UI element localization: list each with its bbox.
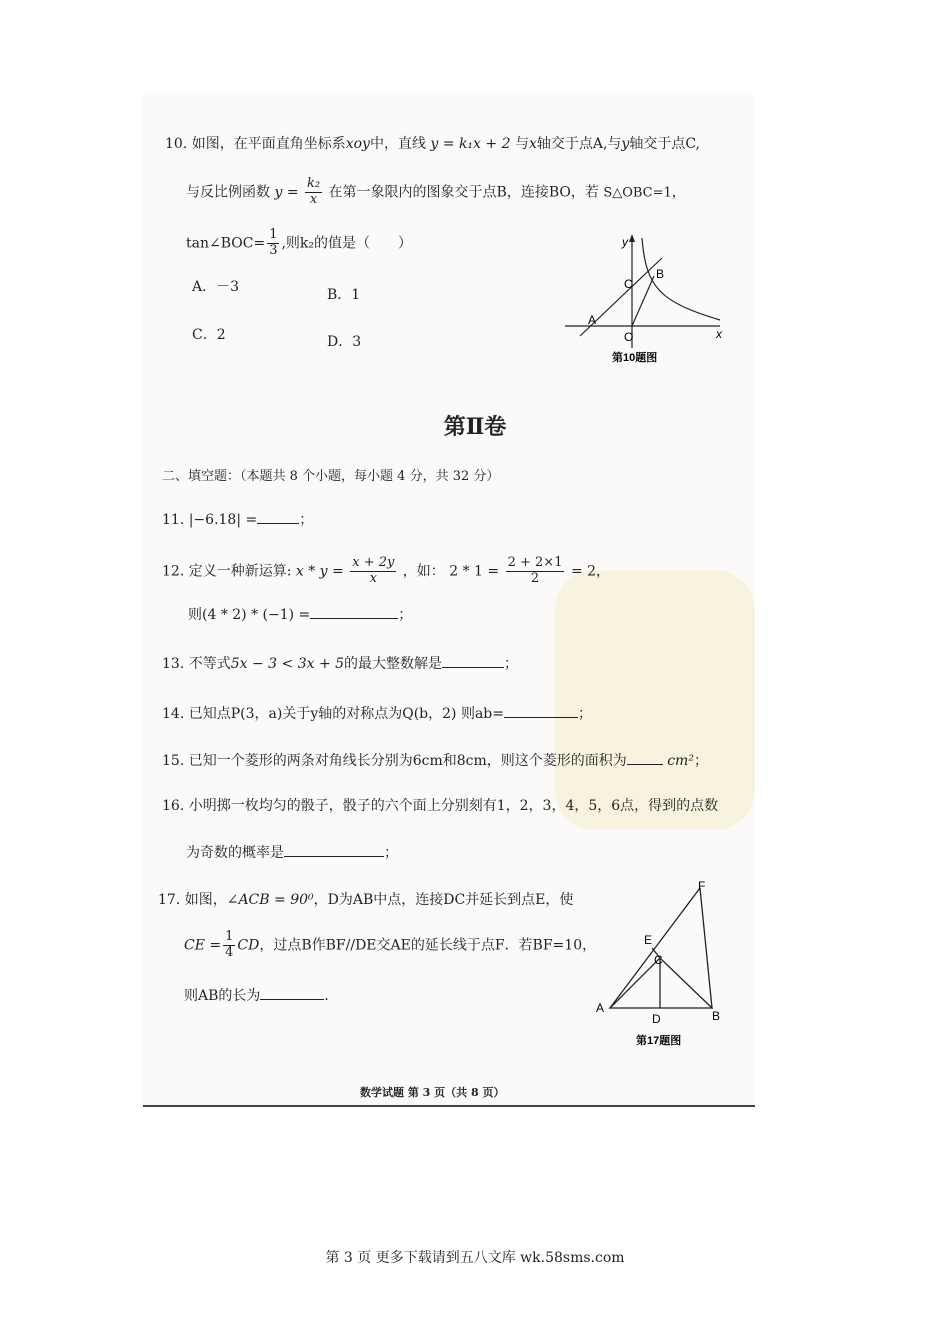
q12-line1: 12. 定义一种新运算: x * y = $\frac{x + 2y}{x}$ ，如： 2 * 1 = $\frac{2 + 2\times 1}{2}$ = 2， — [162, 555, 611, 586]
q15: 15. 已知一个菱形的两条对角线长分别为6cm和8cm，则这个菱形的面积为 cm²； — [162, 753, 708, 769]
q16-answer-blank[interactable] — [284, 844, 384, 857]
label-x: x — [716, 327, 722, 341]
label-d: D — [652, 1012, 661, 1026]
section-title: 第Ⅱ卷 — [443, 414, 507, 440]
q10-option-b: B．1 — [327, 287, 361, 303]
page-bottom-rule — [143, 1105, 755, 1107]
label-c: C — [654, 953, 663, 967]
section-header: 二、填空题：（本题共 8 个小题，每小题 4 分，共 32 分） — [162, 469, 500, 484]
label-b: B — [656, 267, 665, 281]
tan-fraction: $\frac{1}{3}$ — [269, 227, 278, 258]
label-b: B — [712, 1009, 721, 1023]
q17-figure — [590, 878, 730, 1050]
q16-line1: 16. 小明掷一枚均匀的骰子，骰子的六个面上分别刻有1，2，3，4，5，6点，得到的点数 — [162, 798, 719, 814]
q14-answer-blank[interactable] — [504, 705, 578, 718]
label-c: C — [624, 277, 633, 291]
line-af — [610, 888, 700, 1008]
q10-line2: 与反比例函数 y = $\frac{\text{k₂}}{x}$ 在第一象限内的图象交于点B，连接BO，若 S△OBC=1， — [186, 176, 686, 207]
q17-figure-caption: 第17题图 — [636, 1035, 682, 1047]
q13: 13. 不等式5x − 3 < 3x + 5的最大整数解是 ； — [162, 656, 519, 672]
label-o: O — [624, 330, 634, 344]
q12-answer-blank[interactable] — [310, 606, 398, 619]
q17-line2: CE = $\frac{1}{4}$ CD，过点B作BF//DE交AE的延长线于点F．若BF=10， — [184, 929, 597, 960]
q17-line1: 17. 如图，∠ACB = 90⁰，D为AB中点，连接DC并延长到点E，使 — [158, 892, 574, 908]
q10-option-c: C．2 — [192, 327, 226, 343]
q11: 11. |−6.18| = ； — [162, 512, 314, 528]
q14: 14. 已知点P(3，a)关于y轴的对称点为Q(b，2) 则ab= ； — [162, 706, 592, 722]
ce-fraction: $\frac{1}{4}$ — [225, 929, 234, 960]
label-f: F — [698, 879, 706, 893]
paper-stain — [555, 570, 755, 830]
q10-figure — [560, 228, 730, 370]
q10-line1: 10. 如图，在平面直角坐标系xoy中，直线 y = k₁x + 2 与x轴交于点A,与y轴交于点C, — [165, 136, 700, 152]
q17-line3: 则AB的长为 ． — [184, 988, 339, 1004]
segment-bf — [700, 888, 712, 1008]
label-a: A — [596, 1001, 605, 1015]
q12-line2: 则(4 * 2) * (−1) = ； — [188, 607, 413, 623]
q12-example-fraction: $\frac{2 + 2\times 1}{2}$ — [507, 555, 563, 586]
q10-line3: tan∠BOC= $\frac{1}{3}$ ,则k₂的值是（ ） — [186, 227, 413, 258]
q10-figure-caption: 第10题图 — [612, 352, 658, 364]
label-a: A — [588, 313, 597, 327]
page-number: 数学试题 第 3 页（共 8 页） — [360, 1086, 505, 1099]
q12-definition-fraction: $\frac{x + 2y}{x}$ — [352, 555, 395, 586]
q16-line2: 为奇数的概率是 ； — [186, 845, 398, 861]
q17-answer-blank[interactable] — [260, 987, 324, 1000]
q10-option-a: A．－3 — [192, 279, 240, 295]
label-y: y — [622, 235, 628, 249]
q15-answer-blank[interactable] — [627, 752, 663, 765]
footer: 第 3 页 更多下载请到五八文库 wk.58sms.com — [325, 1250, 625, 1266]
q11-answer-blank[interactable] — [257, 511, 299, 524]
k2-over-x-fraction: $\frac{\text{k₂}}{x}$ — [307, 176, 321, 207]
hyperbola-curve — [642, 238, 720, 320]
y-axis-arrow — [629, 234, 635, 242]
q10-option-d: D．3 — [327, 334, 362, 350]
q13-answer-blank[interactable] — [442, 655, 504, 668]
label-e: E — [644, 933, 653, 947]
